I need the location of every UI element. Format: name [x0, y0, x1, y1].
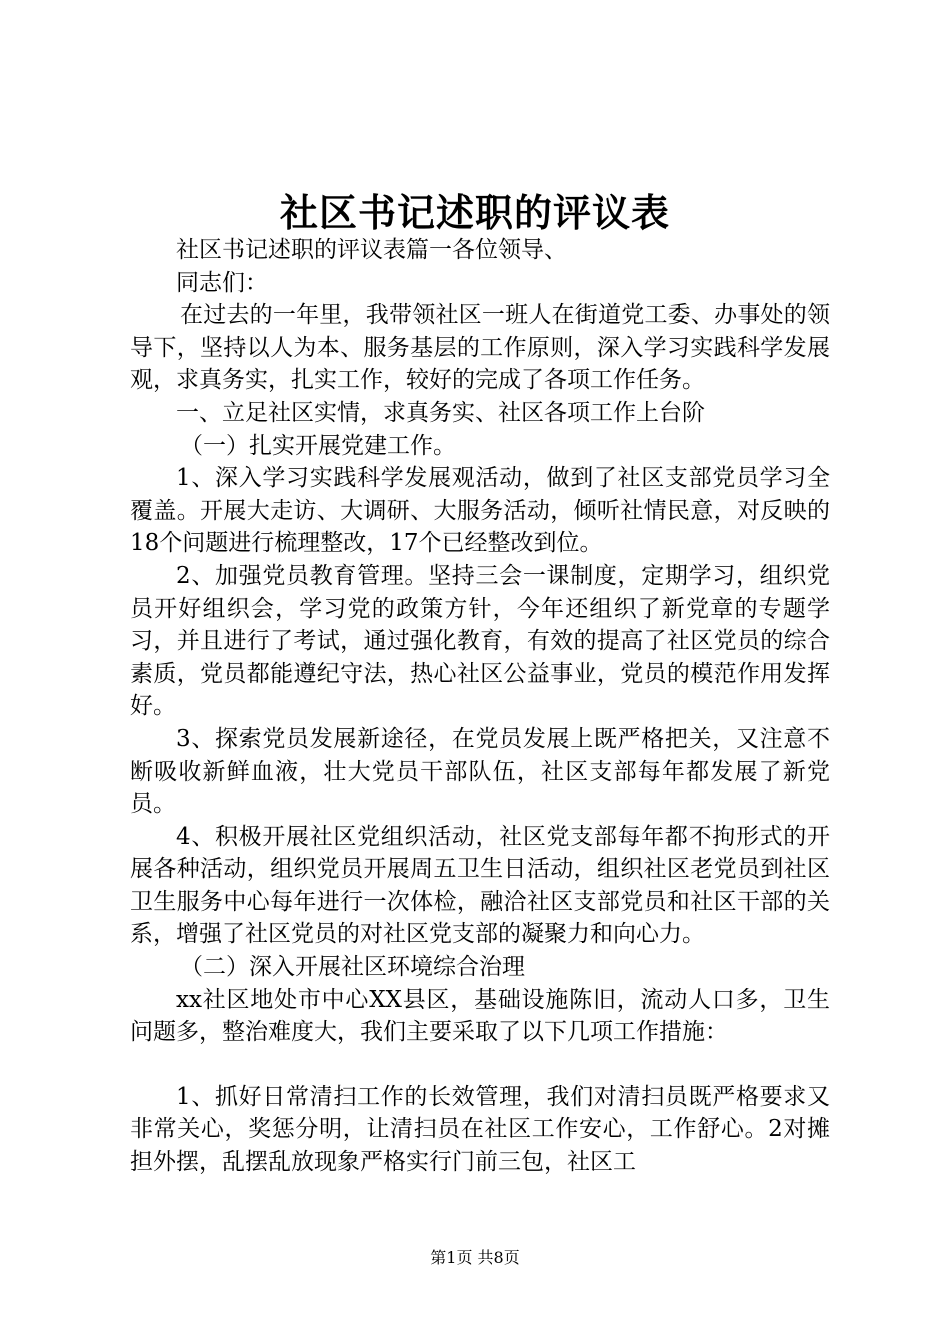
- document-title: 社区书记述职的评议表: [279, 190, 670, 235]
- subsection-heading: （二）深入开展社区环境综合治理: [180, 954, 525, 981]
- paragraph: 在过去的一年里，我带领社区一班人在街道党工委、办事处的领导下，坚持以人为本、服务基层的工作原则，深入学习实践科学发展观，求真务实，扎实工作，较好的完成了各项工作任务。: [130, 302, 830, 394]
- paragraph: 3、探索党员发展新途径，在党员发展上既严格把关，又注意不断吸收新鲜血液，壮大党员干部队伍，社区支部每年都发展了新党员。: [130, 725, 830, 818]
- document-body: [130, 234, 830, 1179]
- paragraph: xx社区地处市中心XX县区，基础设施陈旧，流动人口多，卫生问题多，整治难度大，我们主要采取了以下几项工作措施：: [130, 986, 830, 1046]
- paragraph: 4、积极开展社区党组织活动，社区党支部每年都不拘形式的开展各种活动，组织党员开展周五卫生日活动，组织社区老党员到社区卫生服务中心每年进行一次体检，融洽社区支部党员和社区干部的关系，增强了社区党员的对社区党支部的凝聚力和向心力。: [130, 823, 830, 948]
- subsection-heading: （一）扎实开展党建工作。: [180, 432, 456, 459]
- paragraph-gap: [130, 1049, 830, 1081]
- paragraph: 社区书记述职的评议表篇一各位领导、: [176, 237, 567, 263]
- paragraph: 同志们：: [176, 269, 268, 296]
- paragraph: 1、深入学习实践科学发展观活动，做到了社区支部党员学习全覆盖。开展大走访、大调研、大服务活动，倾听社情民意，对反映的18个问题进行梳理整改，17个已经整改到位。: [130, 465, 830, 557]
- paragraph: 2、加强党员教育管理。坚持三会一课制度，定期学习，组织党员开好组织会，学习党的政策方针，今年还组织了新党章的专题学习，并且进行了考试，通过强化教育，有效的提高了社区党员的综合素质，党员都能遵纪守法，热心社区公益事业，党员的模范作用发挥好。: [130, 562, 830, 720]
- paragraph: 1、抓好日常清扫工作的长效管理，我们对清扫员既严格要求又非常关心，奖惩分明，让清扫员在社区工作安心，工作舒心。2对摊担外摆，乱摆乱放现象严格实行门前三包，社区工: [130, 1083, 830, 1176]
- section-heading: 一、立足社区实情，求真务实、社区各项工作上台阶: [176, 399, 705, 426]
- page-footer: 第1页 共8页: [430, 1248, 520, 1267]
